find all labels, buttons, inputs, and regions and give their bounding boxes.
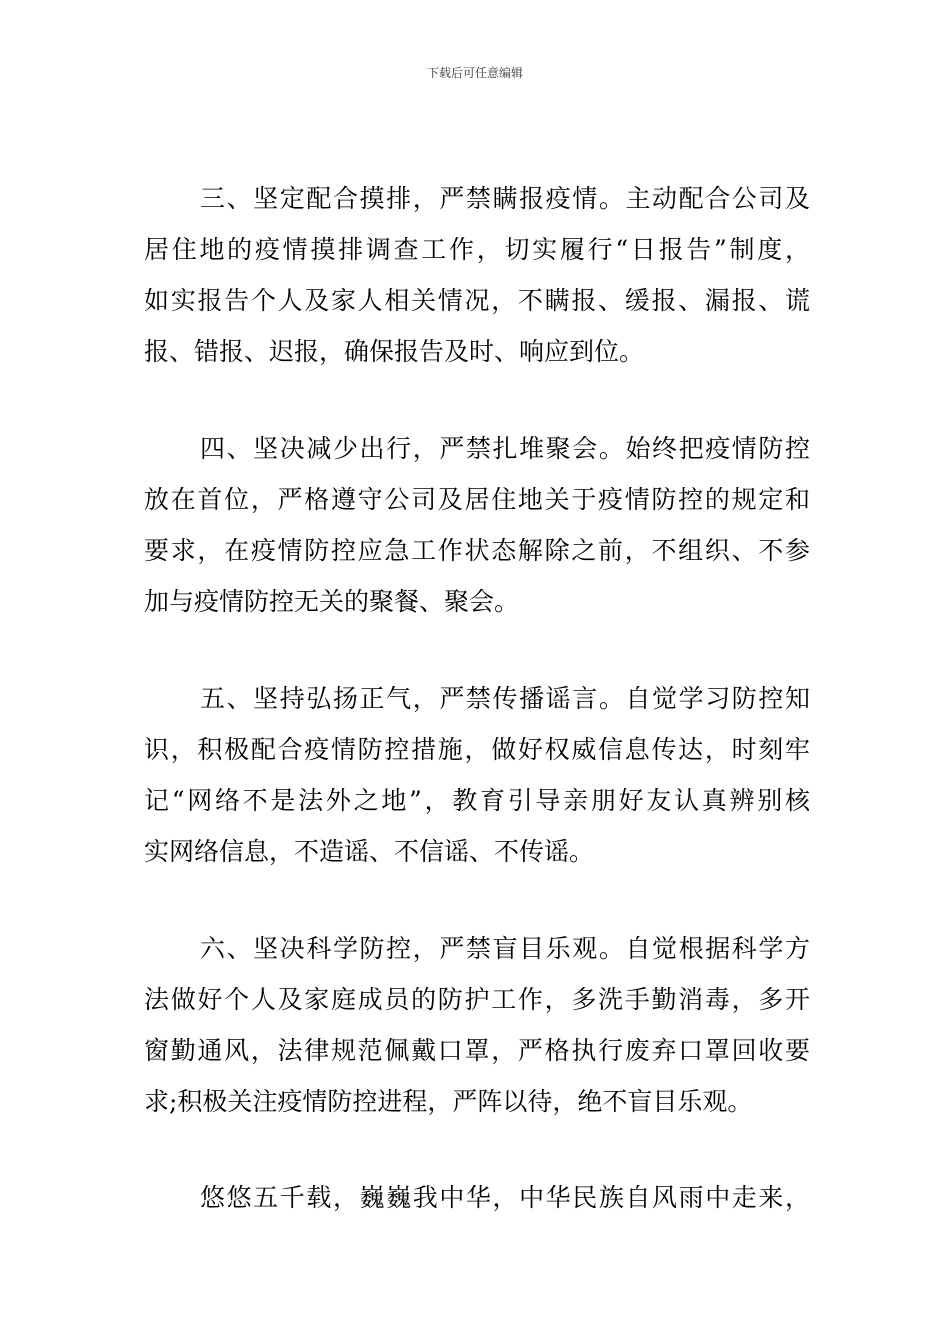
page-header: 下载后可任意编辑: [426, 66, 523, 80]
paragraph-6-line-4: 求;积极关注疫情防控进程，严阵以待，绝不盲目乐观。: [144, 1087, 753, 1116]
paragraph-5-line-4: 实网络信息，不造谣、不信谣、不传谣。: [144, 837, 595, 866]
paragraph-3-line-4: 报、错报、迟报，确保报告及时、响应到位。: [144, 337, 645, 366]
paragraph-3-line-1: 三、坚定配合摸排，严禁瞒报疫情。主动配合公司及: [200, 184, 810, 213]
paragraph-4-line-1: 四、坚决减少出行，严禁扎堆聚会。始终把疫情防控: [200, 434, 810, 463]
paragraph-4-line-3: 要求，在疫情防控应急工作状态解除之前，不组织、不参: [144, 536, 810, 565]
paragraph-3-line-2: 居住地的疫情摸排调查工作，切实履行“日报告”制度，: [144, 235, 810, 264]
paragraph-6-line-1: 六、坚决科学防控，严禁盲目乐观。自觉根据科学方: [200, 934, 810, 963]
paragraph-5-line-3: 记“网络不是法外之地”，教育引导亲朋好友认真辨别核: [144, 786, 810, 815]
paragraph-4-line-4: 加与疫情防控无关的聚餐、聚会。: [144, 587, 520, 616]
paragraph-5-line-2: 识，积极配合疫情防控措施，做好权威信息传达，时刻牢: [144, 735, 810, 764]
paragraph-6-line-2: 法做好个人及家庭成员的防护工作，多洗手勤消毒，多开: [144, 985, 810, 1014]
paragraph-7-line-1: 悠悠五千载，巍巍我中华，中华民族自风雨中走来，: [200, 1183, 810, 1212]
paragraph-5-line-1: 五、坚持弘扬正气，严禁传播谣言。自觉学习防控知: [200, 684, 810, 713]
paragraph-4-line-2: 放在首位，严格遵守公司及居住地关于疫情防控的规定和: [144, 485, 810, 514]
paragraph-6-line-3: 窗勤通风，法律规范佩戴口罩，严格执行废弃口罩回收要: [144, 1036, 810, 1065]
paragraph-3-line-3: 如实报告个人及家人相关情况，不瞒报、缓报、漏报、谎: [144, 286, 810, 315]
